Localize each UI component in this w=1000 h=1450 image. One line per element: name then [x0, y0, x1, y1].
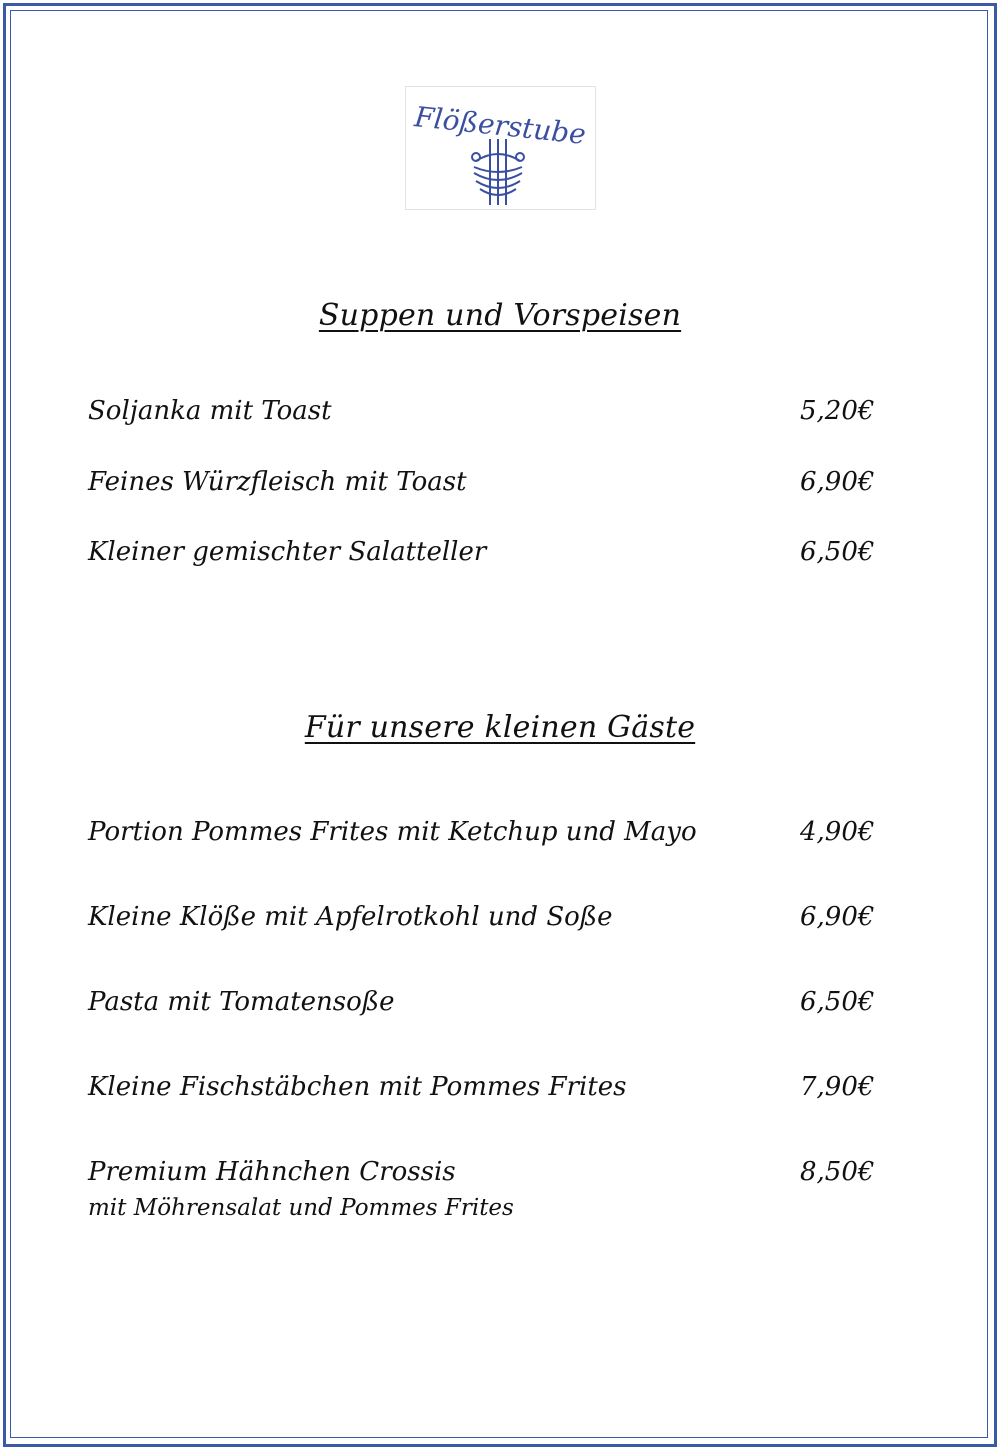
raft-figure-icon: [472, 139, 524, 205]
menu-item-price: 6,90€: [800, 467, 875, 497]
menu-item-price: 4,90€: [800, 817, 875, 847]
menu-item-price: 8,50€: [800, 1157, 875, 1187]
menu-item-price: 6,50€: [800, 987, 875, 1017]
menu-item-subtitle: mit Möhrensalat und Pommes Frites: [88, 1195, 514, 1221]
menu-item-name: Kleine Klöße mit Apfelrotkohl und Soße: [88, 902, 613, 932]
menu-item-price: 5,20€: [800, 396, 875, 426]
menu-item-name: Soljanka mit Toast: [88, 396, 332, 426]
menu-item-price: 6,50€: [800, 537, 875, 567]
section-title-soups: Suppen und Vorspeisen: [318, 298, 682, 333]
menu-item-name: Portion Pommes Frites mit Ketchup und Mayo: [88, 817, 697, 847]
menu-item-price: 7,90€: [800, 1072, 875, 1102]
menu-item-price: 6,90€: [800, 902, 875, 932]
menu-item-name: Kleine Fischstäbchen mit Pommes Frites: [88, 1072, 627, 1102]
menu-item-name: Feines Würzfleisch mit Toast: [88, 467, 467, 497]
logo-text: Flößerstube: [412, 100, 588, 151]
menu-item-name: Kleiner gemischter Salatteller: [88, 537, 487, 567]
restaurant-logo: [405, 86, 596, 210]
section-title-kids: Für unsere kleinen Gäste: [304, 710, 696, 745]
menu-item-name: Pasta mit Tomatensoße: [88, 987, 395, 1017]
menu-item-name: Premium Hähnchen Crossis: [88, 1157, 456, 1187]
